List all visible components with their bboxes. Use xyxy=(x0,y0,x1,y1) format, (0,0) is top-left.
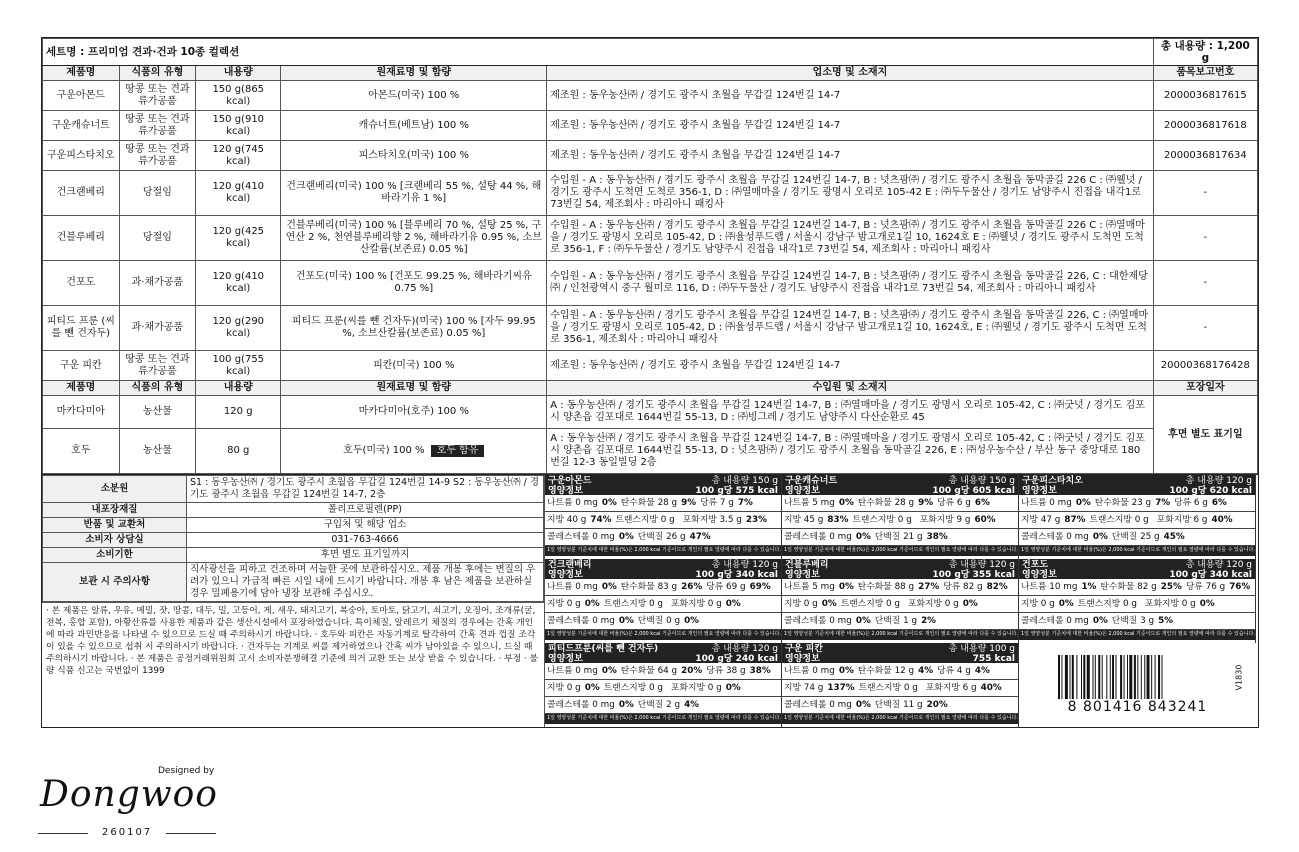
report-number: 20000368176428 xyxy=(1153,351,1257,381)
product-name: 건포도 xyxy=(43,261,120,306)
nutrition-box xyxy=(545,475,782,559)
nutrient: 단백질 2 g xyxy=(637,700,681,710)
daily-value: 0% xyxy=(584,683,600,693)
maker-address: 수입원 - A : 동우농산㈜ / 경기도 광주시 초월읍 무갑길 124번길 14-7, B : 넛츠팜㈜ / 경기도 광주시 초월읍 동막골길 226 C : ㈜웰넛 / 경기도 광주시 도척면 도척로 356-1, D : ㈜열매마을 / 경기도 광명시 오리로 105-42 E : ㈜두두물산 / 경기도 남양주시 진접읍 내각1로 73번길 54, 제조회사 : 마리아니 패킹사 xyxy=(547,171,1153,216)
nutrition-row xyxy=(782,529,1018,546)
nutrient: 탄수화물 28 g xyxy=(620,498,678,508)
column-header: 원재료명 및 함량 xyxy=(281,381,547,396)
nutrient: 트랜스지방 0 g xyxy=(840,599,900,609)
daily-value: 0% xyxy=(1075,498,1091,508)
daily-value: 26% xyxy=(681,582,703,592)
nutrition-row xyxy=(545,663,781,680)
bottom-section xyxy=(42,474,1258,727)
nutrition-row xyxy=(545,697,781,714)
logo-date: 260107 xyxy=(102,827,153,838)
info-key: 내포장재질 xyxy=(43,503,187,518)
daily-value: 82% xyxy=(986,582,1008,592)
column-header: 업소명 및 소재지 xyxy=(547,66,1153,81)
nutrition-box xyxy=(545,643,782,727)
daily-value: 6% xyxy=(1211,498,1227,508)
daily-value: 27% xyxy=(918,582,940,592)
nutrient: 트랜스지방 0 g xyxy=(1077,599,1137,609)
nutrition-row xyxy=(782,697,1018,714)
product-name: 건크랜베리 xyxy=(43,171,120,216)
ingredients: 아몬드(미국) 100 % xyxy=(281,81,547,111)
info-value: 구입처 및 해당 업소 xyxy=(187,518,544,533)
nutrient: 트랜스지방 0 g xyxy=(1089,515,1149,525)
nutrient: 콜레스테롤 0 mg xyxy=(547,532,615,542)
nutrient: 포화지방 3.5 g xyxy=(682,515,742,525)
report-number: - xyxy=(1153,261,1257,306)
nutrition-row xyxy=(782,579,1018,596)
nutrition-header: 건포도 영양정보 총 내용량 120 g 100 g당 340 kcal xyxy=(1019,559,1255,579)
info-key: 소비기한 xyxy=(43,548,187,563)
maker-address: 제조원 : 동우농산㈜ / 경기도 광주시 초월읍 무갑길 124번길 14-7 xyxy=(547,111,1153,141)
nutrient: 콜레스테롤 0 mg xyxy=(1021,532,1089,542)
nutrient: 포화지방 0 g xyxy=(670,683,722,693)
nutrient: 지방 40 g xyxy=(547,515,587,525)
info-table xyxy=(42,475,544,602)
product-row xyxy=(43,261,1258,306)
daily-value: 0% xyxy=(855,616,871,626)
total-weight: 총 내용량 : 1,200 g xyxy=(1153,39,1257,66)
nutrition-box xyxy=(782,475,1019,559)
product-name: 마카다미아 xyxy=(43,396,120,429)
nutrition-row xyxy=(782,613,1018,630)
product-table-1 xyxy=(42,38,1258,474)
nutrient: 단백질 25 g xyxy=(1111,532,1160,542)
daily-value: 7% xyxy=(737,498,753,508)
nutrition-header: 피티드프룬(씨를 뺀 건자두) 영양정보 총 내용량 120 g 100 g당 240 kcal xyxy=(545,643,781,663)
nutrient: 당류 6 g xyxy=(937,498,971,508)
daily-value: 0% xyxy=(1058,599,1074,609)
set-name: 세트명 : 프리미엄 견과·건과 10종 컬렉션 xyxy=(43,39,1154,66)
daily-value: 0% xyxy=(601,666,617,676)
column-header: 원재료명 및 함량 xyxy=(281,66,547,81)
nutrition-footnote: 1일 영양성분 기준치에 대한 비율(%)은 2,000 kcal 기준이므로 개인의 필요 열량에 따라 다를 수 있습니다. xyxy=(1019,546,1255,556)
daily-value: 69% xyxy=(749,582,771,592)
nutrient: 포화지방 6 g xyxy=(925,683,977,693)
nutrition-header: 건블루베리 영양정보 총 내용량 120 g 100 g당 355 kcal xyxy=(782,559,1018,579)
nutrition-box xyxy=(545,559,782,643)
food-type: 땅콩 또는 견과류가공품 xyxy=(119,111,196,141)
daily-value: 0% xyxy=(855,532,871,542)
report-number: 2000036817634 xyxy=(1153,141,1257,171)
info-value: 직사광선을 피하고 건조하며 서늘한 곳에 보관하십시오. 제품 개봉 후에는 변질의 우려가 있으니 가급적 빠른 시일 내에 드시기 바랍니다. 개봉 후 남은 제품을 보관하실 경우 밀폐용기에 담아 냉장 보관해 주십시오. xyxy=(187,563,544,602)
daily-value: 38% xyxy=(926,532,948,542)
product-row xyxy=(43,429,1258,474)
nutrient: 탄수화물 64 g xyxy=(620,666,678,676)
daily-value: 74% xyxy=(590,515,612,525)
nutrient: 당류 7 g xyxy=(700,498,734,508)
info-key: 보관 시 주의사항 xyxy=(43,563,187,602)
nutrient: 당류 38 g xyxy=(706,666,746,676)
daily-value: 9% xyxy=(918,498,934,508)
daily-value: 4% xyxy=(684,700,699,710)
daily-value: 0% xyxy=(838,666,854,676)
nutrition-row xyxy=(545,680,781,697)
nutrient: 당류 6 g xyxy=(1174,498,1208,508)
column-header: 제품명 xyxy=(43,66,120,81)
info-value: 후면 별도 표기일까지 xyxy=(187,548,544,563)
info-value: S1 : 동우농산㈜ / 경기도 광주시 초월읍 무갑길 124번길 14-9 S2 : 동우농산㈜ / 경기도 광주시 초월읍 무갑길 124번길 14-7, 2층 xyxy=(187,476,544,503)
nutrition-row xyxy=(1019,495,1255,512)
ingredients: 건블루베리(미국) 100 % [블루베리 70 %, 설탕 25 %, 구연산 2 %, 천연블루베리향 2 %, 해바라기유 0.95 %, 소브산칼륨(보존료) 0.05 %] xyxy=(281,216,547,261)
nutrient: 콜레스테롤 0 mg xyxy=(547,700,615,710)
nutrition-header: 구운캐슈너트 영양정보 총 내용량 150 g 100 g당 605 kcal xyxy=(782,475,1018,495)
nutrient: 당류 4 g xyxy=(937,666,971,676)
label-sheet xyxy=(41,37,1259,728)
daily-value: 23% xyxy=(745,515,767,525)
nutrient: 나트륨 0 mg xyxy=(547,582,598,592)
ingredients: 피스타치오(미국) 100 % xyxy=(281,141,547,171)
net-qty: 120 g(410 kcal) xyxy=(196,171,281,216)
daily-value: 0% xyxy=(962,599,978,609)
nutrient: 콜레스테롤 0 mg xyxy=(784,700,852,710)
daily-value: 137% xyxy=(827,683,855,693)
nutrient: 단백질 26 g xyxy=(637,532,686,542)
product-row xyxy=(43,81,1258,111)
nutrition-row xyxy=(782,596,1018,613)
nutrient: 탄수화물 82 g xyxy=(1100,582,1157,592)
food-type: 농산물 xyxy=(119,429,196,474)
net-qty: 150 g(910 kcal) xyxy=(196,111,281,141)
maker-address: 제조원 : 동우농산㈜ / 경기도 광주시 초월읍 무갑길 124번길 14-7 xyxy=(547,351,1153,381)
daily-value: 0% xyxy=(601,582,617,592)
designed-by: Designed by xyxy=(158,766,215,776)
product-name: 호두 xyxy=(43,429,120,474)
daily-value: 38% xyxy=(749,666,771,676)
print-code: V1830 xyxy=(1234,664,1244,691)
nutrition-box xyxy=(1019,559,1256,643)
info-value: 031-763-4666 xyxy=(187,533,544,548)
nutrition-footnote: 1일 영양성분 기준치에 대한 비율(%)은 2,000 kcal 기준이므로 개인의 필요 열량에 따라 다를 수 있습니다. xyxy=(782,714,1018,724)
nutrient: 트랜스지방 0 g xyxy=(852,515,912,525)
nutrition-row xyxy=(1019,529,1255,546)
maker-address: 제조원 : 동우농산㈜ / 경기도 광주시 초월읍 무갑길 124번길 14-7 xyxy=(547,141,1153,171)
info-row xyxy=(43,476,544,503)
info-key: 반품 및 교환처 xyxy=(43,518,187,533)
daily-value: 0% xyxy=(1092,532,1108,542)
nutrient: 단백질 1 g xyxy=(874,616,918,626)
nutrition-row xyxy=(1019,596,1255,613)
info-row xyxy=(43,518,544,533)
nutrient: 포화지방 0 g xyxy=(670,599,722,609)
nutrition-row xyxy=(545,613,781,630)
nutrition-header: 구운아몬드 영양정보 총 내용량 150 g 100 g당 575 kcal xyxy=(545,475,781,495)
food-type: 당절임 xyxy=(119,171,196,216)
pack-date: 후면 별도 표기일 xyxy=(1153,396,1257,474)
nutrition-header: 구운피스타치오 영양정보 총 내용량 120 g 100 g당 620 kcal xyxy=(1019,475,1255,495)
nutrient: 탄수화물 12 g xyxy=(857,666,915,676)
nutrition-footnote: 1일 영양성분 기준치에 대한 비율(%)은 2,000 kcal 기준이므로 개인의 필요 열량에 따라 다를 수 있습니다. xyxy=(545,546,781,556)
nutrient: 지방 0 g xyxy=(1021,599,1055,609)
product-row xyxy=(43,111,1258,141)
nutrition-header: 구운 피칸 영양정보 총 내용량 100 g 755 kcal xyxy=(782,643,1018,663)
nutrition-row xyxy=(545,529,781,546)
daily-value: 7% xyxy=(1155,498,1171,508)
nutrient: 지방 0 g xyxy=(547,683,581,693)
product-name: 구운 피칸 xyxy=(43,351,120,381)
nutrient: 당류 82 g xyxy=(943,582,983,592)
info-panel xyxy=(42,475,545,727)
info-row xyxy=(43,563,544,602)
nutrient: 콜레스테롤 0 mg xyxy=(784,616,852,626)
nutrition-row xyxy=(782,663,1018,680)
nutrition-row xyxy=(545,596,781,613)
food-type: 농산물 xyxy=(119,396,196,429)
net-qty: 120 g(410 kcal) xyxy=(196,261,281,306)
nutrient: 트랜스지방 0 g xyxy=(615,515,675,525)
info-row xyxy=(43,533,544,548)
nutrition-footnote: 1일 영양성분 기준치에 대한 비율(%)은 2,000 kcal 기준이므로 개인의 필요 열량에 따라 다를 수 있습니다. xyxy=(545,630,781,640)
logo-rule xyxy=(166,833,216,834)
nutrient: 트랜스지방 0 g xyxy=(858,683,918,693)
designer-logo xyxy=(38,760,228,840)
column-header: 내용량 xyxy=(196,66,281,81)
daily-value: 6% xyxy=(974,498,990,508)
nutrition-box xyxy=(1019,475,1256,559)
column-header: 수입원 및 소재지 xyxy=(547,381,1153,396)
net-qty: 100 g(755 kcal) xyxy=(196,351,281,381)
food-type: 땅콩 또는 견과류가공품 xyxy=(119,141,196,171)
column-header: 품목보고번호 xyxy=(1153,66,1257,81)
ingredients: 마카다미아(호주) 100 % xyxy=(281,396,547,429)
column-header: 제품명 xyxy=(43,381,120,396)
nutrient: 나트륨 5 mg xyxy=(784,498,835,508)
product-row xyxy=(43,351,1258,381)
ingredients: 캐슈너트(베트남) 100 % xyxy=(281,111,547,141)
product-name: 구운피스타치오 xyxy=(43,141,120,171)
daily-value: 0% xyxy=(1092,616,1108,626)
product-row xyxy=(43,306,1258,351)
nutrient: 지방 45 g xyxy=(784,515,824,525)
nutrient: 나트륨 0 mg xyxy=(547,498,598,508)
importer-address: A : 동우농산㈜ / 경기도 광주시 초월읍 무갑길 124번길 14-7, B : ㈜열매마을 / 경기도 광명시 오리로 105-42, C : ㈜굿넛 / 경기도 김포시 양촌읍 김포대로 1644번길 55-13, D : 넛츠팜㈜ / 경기도 광주시 초월읍 동막골길 226, E : ㈜성우농수산 / 부산 동구 중앙대로 180번길 12-3 동일빌딩 2층 xyxy=(547,429,1153,474)
nutrient: 콜레스테롤 0 mg xyxy=(547,616,615,626)
nutrition-header: 건크랜베리 영양정보 총 내용량 120 g 100 g당 340 kcal xyxy=(545,559,781,579)
nutrition-row xyxy=(782,495,1018,512)
nutrition-grid xyxy=(545,475,1258,727)
food-type: 땅콩 또는 견과류가공품 xyxy=(119,351,196,381)
daily-value: 2% xyxy=(921,616,936,626)
daily-value: 0% xyxy=(601,498,617,508)
nutrition-row xyxy=(1019,613,1255,630)
daily-value: 47% xyxy=(689,532,711,542)
product-name: 구운아몬드 xyxy=(43,81,120,111)
report-number: - xyxy=(1153,171,1257,216)
daily-value: 0% xyxy=(684,616,699,626)
barcode xyxy=(1019,643,1256,727)
daily-value: 40% xyxy=(1211,515,1233,525)
net-qty: 120 g(745 kcal) xyxy=(196,141,281,171)
nutrient: 지방 74 g xyxy=(784,683,824,693)
daily-value: 0% xyxy=(838,498,854,508)
net-qty: 80 g xyxy=(196,429,281,474)
net-qty: 120 g(425 kcal) xyxy=(196,216,281,261)
report-number: - xyxy=(1153,216,1257,261)
daily-value: 45% xyxy=(1163,532,1185,542)
nutrient: 나트륨 0 mg xyxy=(784,666,835,676)
column-header: 내용량 xyxy=(196,381,281,396)
nutrient: 나트륨 0 mg xyxy=(1021,498,1072,508)
daily-value: 60% xyxy=(974,515,996,525)
nutrition-footnote: 1일 영양성분 기준치에 대한 비율(%)은 2,000 kcal 기준이므로 개인의 필요 열량에 따라 다를 수 있습니다. xyxy=(545,714,781,724)
nutrient: 나트륨 0 mg xyxy=(547,666,598,676)
nutrient: 포화지방 0 g xyxy=(907,599,959,609)
daily-value: 0% xyxy=(584,599,600,609)
nutrient: 탄수화물 23 g xyxy=(1094,498,1152,508)
maker-address: 수입원 - A : 동우농산㈜ / 경기도 광주시 초월읍 무갑길 124번길 14-7, B : 넛츠팜㈜ / 경기도 광주시 초월읍 동막골길 226 C : ㈜열매마을 / 경기도 광명시 오리로 105-42, D : ㈜율성푸드랩 / 서울시 강남구 밤고개로1길 10, 1624호 E : ㈜웰넛 / 경기도 광주시 도척면 도척로 356-1, F : ㈜두두물산 / 경기도 남양주시 진접읍 내각1로 73번길 54, 제조회사 : 마리아니 패킹사 xyxy=(547,216,1153,261)
nutrition-footnote: 1일 영양성분 기준치에 대한 비율(%)은 2,000 kcal 기준이므로 개인의 필요 열량에 따라 다를 수 있습니다. xyxy=(782,630,1018,640)
daily-value: 20% xyxy=(926,700,948,710)
report-number: 2000036817615 xyxy=(1153,81,1257,111)
daily-value: 0% xyxy=(618,616,634,626)
daily-value: 4% xyxy=(918,666,934,676)
nutrition-row xyxy=(545,579,781,596)
nutrition-row xyxy=(1019,512,1255,529)
daily-value: 5% xyxy=(1158,616,1173,626)
daily-value: 9% xyxy=(681,498,697,508)
brand-script: Dongwoo xyxy=(40,774,218,815)
daily-value: 0% xyxy=(838,582,854,592)
daily-value: 0% xyxy=(855,700,871,710)
nutrition-row xyxy=(545,495,781,512)
nutrient: 포화지방 9 g xyxy=(919,515,971,525)
product-row xyxy=(43,396,1258,429)
info-row xyxy=(43,503,544,518)
nutrient: 지방 0 g xyxy=(784,599,818,609)
nutrient: 포화지방 0 g xyxy=(1144,599,1196,609)
nutrient: 단백질 11 g xyxy=(874,700,923,710)
allergen-tag: 호두 함유 xyxy=(431,445,485,457)
info-key: 소분원 xyxy=(43,476,187,503)
daily-value: 0% xyxy=(725,683,741,693)
nutrient: 단백질 3 g xyxy=(1111,616,1155,626)
nutrient: 트랜스지방 0 g xyxy=(603,599,663,609)
product-name: 피티드 프룬 (씨를 뺀 건자두) xyxy=(43,306,120,351)
ingredients: 건크랜베리(미국) 100 % [크랜베리 55 %, 설탕 44 %, 해바라기유 1 %] xyxy=(281,171,547,216)
daily-value: 76% xyxy=(1229,582,1251,592)
nutrition-row xyxy=(545,512,781,529)
daily-value: 40% xyxy=(980,683,1002,693)
net-qty: 150 g(865 kcal) xyxy=(196,81,281,111)
barcode-number: 8 801416 843241 xyxy=(1067,699,1208,715)
nutrient: 포화지방 6 g xyxy=(1156,515,1208,525)
nutrition-box xyxy=(782,643,1019,727)
info-row xyxy=(43,548,544,563)
column-header: 식품의 유형 xyxy=(119,66,196,81)
product-name: 건블루베리 xyxy=(43,216,120,261)
daily-value: 0% xyxy=(618,532,634,542)
ingredients: 피티드 프룬(씨를 뺀 건자두)(미국) 100 % [자두 99.95 %, 소브산칼륨(보존료) 0.05 %] xyxy=(281,306,547,351)
daily-value: 4% xyxy=(974,666,990,676)
nutrient: 나트륨 10 mg xyxy=(1021,582,1078,592)
daily-value: 87% xyxy=(1064,515,1086,525)
food-type: 당절임 xyxy=(119,216,196,261)
nutrient: 콜레스테롤 0 mg xyxy=(784,532,852,542)
report-number: 2000036817618 xyxy=(1153,111,1257,141)
nutrient: 지방 0 g xyxy=(547,599,581,609)
nutrient: 트랜스지방 0 g xyxy=(603,683,663,693)
daily-value: 20% xyxy=(681,666,703,676)
info-value: 폴리프로필렌(PP) xyxy=(187,503,544,518)
food-type: 땅콩 또는 견과류가공품 xyxy=(119,81,196,111)
nutrition-footnote: 1일 영양성분 기준치에 대한 비율(%)은 2,000 kcal 기준이므로 개인의 필요 열량에 따라 다를 수 있습니다. xyxy=(782,546,1018,556)
daily-value: 0% xyxy=(821,599,837,609)
nutrient: 단백질 21 g xyxy=(874,532,923,542)
maker-address: 수입원 - A : 동우농산㈜ / 경기도 광주시 초월읍 무갑길 124번길 14-7, B : 넛츠팜㈜ / 경기도 광주시 초월읍 동막골길 226, C : 대한제당㈜ / 인천광역시 중구 월미로 116, D : ㈜두두물산 / 경기도 남양주시 진접읍 내각1로 73번길 54, 제조회사 : 마리아니 패킹사 xyxy=(547,261,1153,306)
daily-value: 0% xyxy=(618,700,634,710)
maker-address: 제조원 : 동우농산㈜ / 경기도 광주시 초월읍 무갑길 124번길 14-7 xyxy=(547,81,1153,111)
caution-notes: · 본 제품은 알류, 우유, 메밀, 잣, 땅콩, 대두, 밀, 고등어, 게, 새우, 돼지고기, 복숭아, 토마토, 닭고기, 쇠고기, 오징어, 조개류(굴, 전복, 홍합 포함), 아황산류를 사용한 제품과 같은 생산시설에서 포장하였습니다. 특이체질, 알레르기 체질의 경우에는 간혹 개인에 따라 과민반응을 나타낼 수 있으므로 드실 때 주의하시기 바랍니다. · 호두와 피칸은 자동기계로 탈각하여 간혹 견과 껍질 조각이 있을 수 있으므로 섭취 시 주의하시기 바랍니다. · 건자두는 기계로 씨를 제거하였으나 간혹 씨가 남아있을 수 있으니, 드실 때 주의하시기 바랍니다. · 본 제품은 공정거래위원회 고시 소비자분쟁해결 기준에 의거 교환 또는 보상 받을 수 있습니다. · 부정 · 불량 식품 신고는 국번없이 1399 xyxy=(42,602,544,687)
nutrient: 탄수화물 88 g xyxy=(857,582,915,592)
ingredients: 건포도(미국) 100 % [건포도 99.25 %, 해바라기씨유 0.75 %] xyxy=(281,261,547,306)
nutrient: 지방 47 g xyxy=(1021,515,1061,525)
nutrition-footnote: 1일 영양성분 기준치에 대한 비율(%)은 2,000 kcal 기준이므로 개인의 필요 열량에 따라 다를 수 있습니다. xyxy=(1019,630,1255,640)
daily-value: 83% xyxy=(827,515,849,525)
nutrient: 당류 76 g xyxy=(1185,582,1226,592)
report-number: - xyxy=(1153,306,1257,351)
maker-address: 수입원 - A : 동우농산㈜ / 경기도 광주시 초월읍 무갑길 124번길 14-7, B : 넛츠팜㈜ / 경기도 광주시 초월읍 동막골길 226, C : ㈜열매마을 / 경기도 광명시 오리로 105-42, D : ㈜율성푸드랩 / 서울시 강남구 밤고개로1길 10, 1624호, E : ㈜웰넛 / 경기도 광주시 도척면 도척로 356-1, 제조회사 : 마리아니 패킹사 xyxy=(547,306,1153,351)
product-name: 구운캐슈너트 xyxy=(43,111,120,141)
food-type: 과·채가공품 xyxy=(119,306,196,351)
net-qty: 120 g xyxy=(196,396,281,429)
daily-value: 25% xyxy=(1160,582,1182,592)
nutrition-row xyxy=(1019,579,1255,596)
nutrient: 탄수화물 83 g xyxy=(620,582,678,592)
daily-value: 0% xyxy=(1199,599,1215,609)
product-row xyxy=(43,141,1258,171)
ingredients: 피칸(미국) 100 % xyxy=(281,351,547,381)
product-row xyxy=(43,171,1258,216)
importer-address: A : 동우농산㈜ / 경기도 광주시 초월읍 무갑길 124번길 14-7, B : ㈜열매마을 / 경기도 광명시 오리로 105-42, C : ㈜굿넛 / 경기도 김포시 양촌읍 김포대로 1644번길 55-13, D : ㈜빙그레 / 경기도 남양주시 다산순환로 45 xyxy=(547,396,1153,429)
nutrition-box xyxy=(782,559,1019,643)
food-type: 과·채가공품 xyxy=(119,261,196,306)
product-row xyxy=(43,216,1258,261)
daily-value: 0% xyxy=(725,599,741,609)
net-qty: 120 g(290 kcal) xyxy=(196,306,281,351)
nutrient: 나트륨 5 mg xyxy=(784,582,835,592)
info-key: 소비자 상담실 xyxy=(43,533,187,548)
nutrient: 당류 69 g xyxy=(706,582,746,592)
ingredients: 호두(미국) 100 % 호두 함유 xyxy=(281,429,547,474)
nutrition-row xyxy=(782,512,1018,529)
nutrient: 콜레스테롤 0 mg xyxy=(1021,616,1089,626)
daily-value: 1% xyxy=(1081,582,1097,592)
column-header: 식품의 유형 xyxy=(119,381,196,396)
nutrient: 단백질 0 g xyxy=(637,616,681,626)
nutrition-row xyxy=(782,680,1018,697)
logo-rule xyxy=(38,833,88,834)
nutrient: 탄수화물 28 g xyxy=(857,498,915,508)
column-header: 포장일자 xyxy=(1153,381,1257,396)
